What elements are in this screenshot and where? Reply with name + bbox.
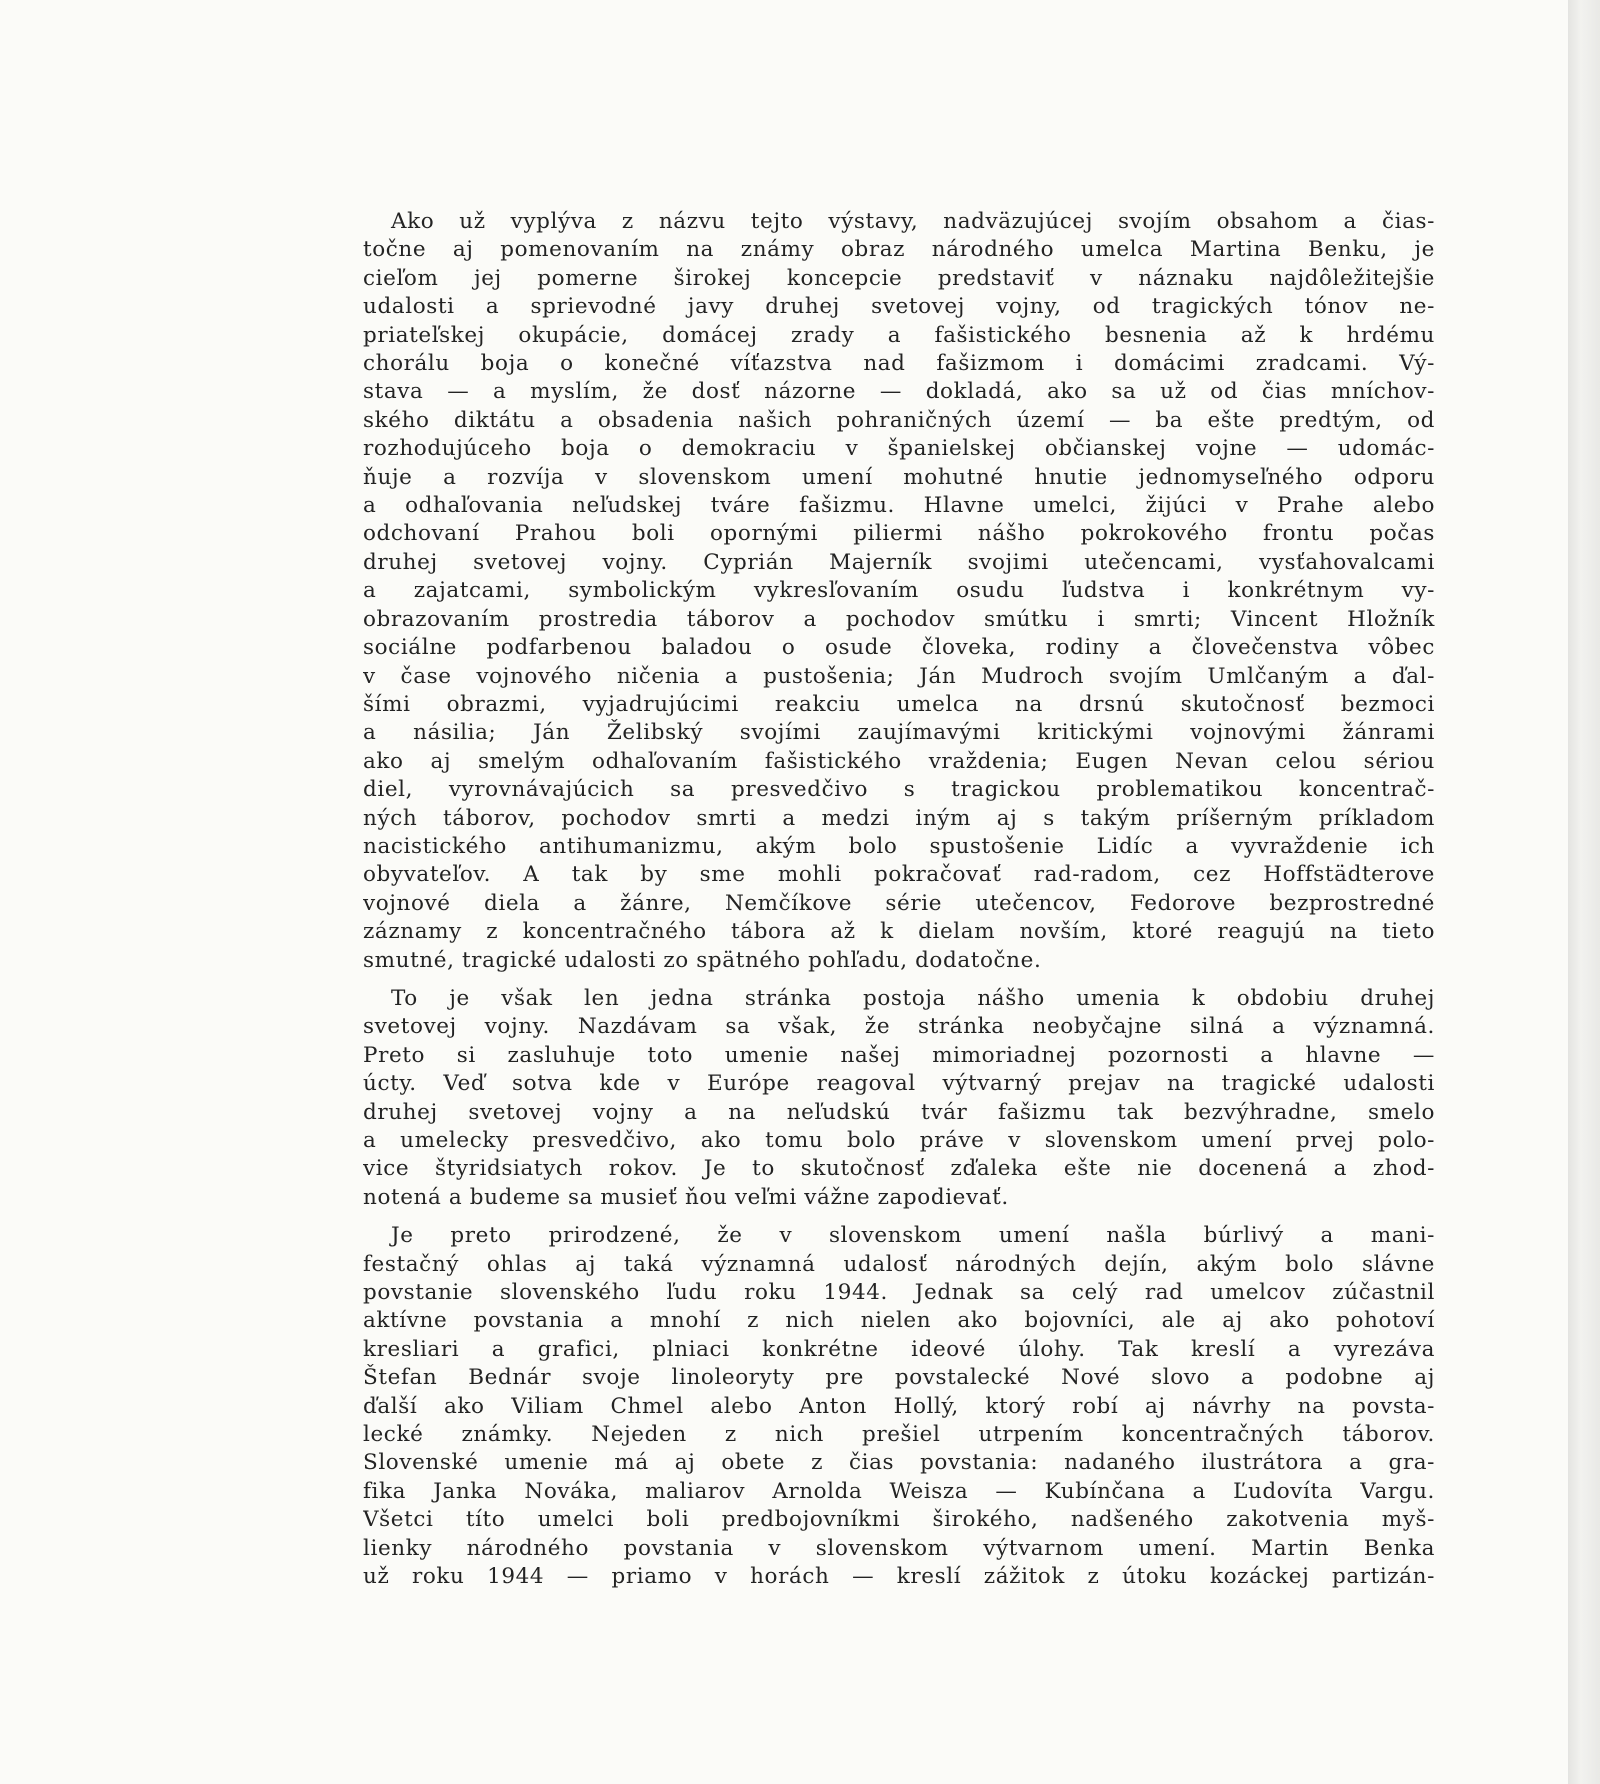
text-line: priateľskej okupácie, domácej zrady a fašistického besnenia až k hrdému: [363, 322, 1435, 348]
text-line: rozhodujúceho boja o demokraciu v španielskej občianskej vojne — udomác-: [363, 436, 1435, 462]
text-line: a umelecky presvedčivo, ako tomu bolo práve v slovenskom umení prvej polo-: [363, 1128, 1435, 1153]
text-line: Je preto prirodzené, že v slovenskom umení našla búrlivý a mani-: [391, 1223, 1435, 1249]
text-line: vice štyridsiatych rokov. Je to skutočnosť zďaleka ešte nie docenená a zhod-: [363, 1156, 1435, 1182]
text-line: v čase vojnového ničenia a pustošenia; Ján Mudroch svojím Umlčaným a ďal-: [363, 663, 1435, 689]
text-line: ako aj smelým odhaľovaním fašistického vraždenia; Eugen Nevan celou sériou: [363, 748, 1435, 774]
text-line: smutné, tragické udalosti zo spätného pohľadu, dodatočne.: [363, 947, 1042, 973]
text-line: točne aj pomenovaním na známy obraz národného umelca Martina Benku, je: [363, 237, 1435, 263]
text-line: chorálu boja o konečné víťazstva nad fašizmom i domácimi zradcami. Vý-: [363, 351, 1435, 377]
text-line: už roku 1944 — priamo v horách — kreslí zážitok z útoku kozáckej partizán-: [363, 1564, 1435, 1590]
text-line: šími obrazmi, vyjadrujúcimi reakciu umelca na drsnú skutočnosť bezmoci: [363, 691, 1435, 717]
text-line: To je však len jedna stránka postoja nášho umenia k obdobiu druhej: [391, 985, 1435, 1011]
text-line: a odhaľovania neľudskej tváre fašizmu. Hlavne umelci, žijúci v Prahe alebo: [363, 493, 1435, 519]
text-line: obyvateľov. A tak by sme mohli pokračovať rad-radom, cez Hoffstädterove: [363, 862, 1435, 888]
text-line: Preto si zasluhuje toto umenie našej mimoriadnej pozornosti a hlavne —: [363, 1042, 1435, 1068]
text-line: sociálne podfarbenou baladou o osude človeka, rodiny a človečenstva vôbec: [363, 635, 1435, 661]
text-line: fika Janka Nováka, maliarov Arnolda Weisza — Kubínčana a Ľudovíta Vargu.: [363, 1478, 1435, 1504]
text-line: kresliari a grafici, plniaci konkrétne ideové úlohy. Tak kreslí a vyrezáva: [363, 1336, 1435, 1362]
text-line: notená a budeme sa musieť ňou veľmi vážne zapodievať.: [363, 1184, 1009, 1210]
text-line: Slovenské umenie má aj obete z čias povstania: nadaného ilustrátora a gra-: [363, 1450, 1435, 1476]
text-line: Ako už vyplýva z názvu tejto výstavy, nadväzujúcej svojím obsahom a čias-: [391, 209, 1435, 234]
text-line: povstanie slovenského ľudu roku 1944. Jednak sa celý rad umelcov zúčastnil: [363, 1280, 1435, 1306]
text-line: cieľom jej pomerne širokej koncepcie predstaviť v náznaku najdôležitejšie: [363, 265, 1435, 291]
paragraph-2: [363, 985, 1435, 1212]
text-line: a násilia; Ján Želibský svojími zaujímavými kritickými vojnovými žánrami: [363, 720, 1435, 746]
text-line: Všetci títo umelci boli predbojovníkmi širokého, nadšeného zakotvenia myš-: [363, 1507, 1435, 1533]
text-line: ňuje a rozvíja v slovenskom umení mohutné hnutie jednomyseľného odporu: [363, 464, 1435, 490]
text-line: stava — a myslím, že dosť názorne — dokladá, ako sa už od čias mníchov-: [363, 379, 1435, 405]
text-line: obrazovaním prostredia táborov a pochodov smútku i smrti; Vincent Hložník: [363, 606, 1435, 632]
text-line: úcty. Veď sotva kde v Európe reagoval výtvarný prejav na tragické udalosti: [363, 1071, 1435, 1097]
text-line: záznamy z koncentračného tábora až k dielam novším, ktoré reagujú na tieto: [363, 919, 1435, 945]
text-line: festačný ohlas aj taká významná udalosť národných dejín, akým bolo slávne: [363, 1251, 1435, 1277]
text-line: lecké známky. Nejeden z nich prešiel utrpením koncentračných táborov.: [363, 1422, 1435, 1448]
text-line: vojnové diela a žánre, Nemčíkove série utečencov, Fedorove bezprostredné: [363, 890, 1435, 916]
page-edge: [1568, 0, 1600, 1784]
text-line: lienky národného povstania v slovenskom výtvarnom umení. Martin Benka: [363, 1535, 1435, 1561]
text-line: Štefan Bednár svoje linoleoryty pre povstalecké Nové slovo a podobne aj: [363, 1365, 1435, 1391]
text-line: odchovaní Prahou boli opornými piliermi nášho pokrokového frontu počas: [363, 521, 1435, 547]
text-line: diel, vyrovnávajúcich sa presvedčivo s tragickou problematikou koncentrač-: [363, 777, 1435, 803]
text-line: ných táborov, pochodov smrti a medzi iným aj s takým príšerným príkladom: [363, 805, 1435, 831]
text-line: ského diktátu a obsadenia našich pohraničných území — ba ešte predtým, od: [363, 407, 1435, 433]
text-line: aktívne povstania a mnohí z nich nielen ako bojovníci, ale aj ako pohotoví: [363, 1308, 1435, 1334]
text-line: svetovej vojny. Nazdávam sa však, že stránka neobyčajne silná a významná.: [363, 1014, 1435, 1040]
text-line: ďalší ako Viliam Chmel alebo Anton Hollý, ktorý robí aj návrhy na povsta-: [363, 1393, 1435, 1419]
text-line: a zajatcami, symbolickým vykresľovaním osudu ľudstva i konkrétnym vy-: [363, 578, 1435, 604]
text-line: nacistického antihumanizmu, akým bolo spustošenie Lidíc a vyvraždenie ich: [363, 833, 1435, 859]
body-text: [363, 208, 1435, 1592]
paragraph-3: [363, 1222, 1435, 1591]
paragraph-1: [363, 208, 1435, 975]
text-line: druhej svetovej vojny a na neľudskú tvár fašizmu tak bezvýhradne, smelo: [363, 1099, 1435, 1125]
text-line: druhej svetovej vojny. Cyprián Majerník svojimi utečencami, vysťahovalcami: [363, 549, 1435, 575]
text-line: udalosti a sprievodné javy druhej svetovej vojny, od tragických tónov ne-: [363, 294, 1435, 320]
